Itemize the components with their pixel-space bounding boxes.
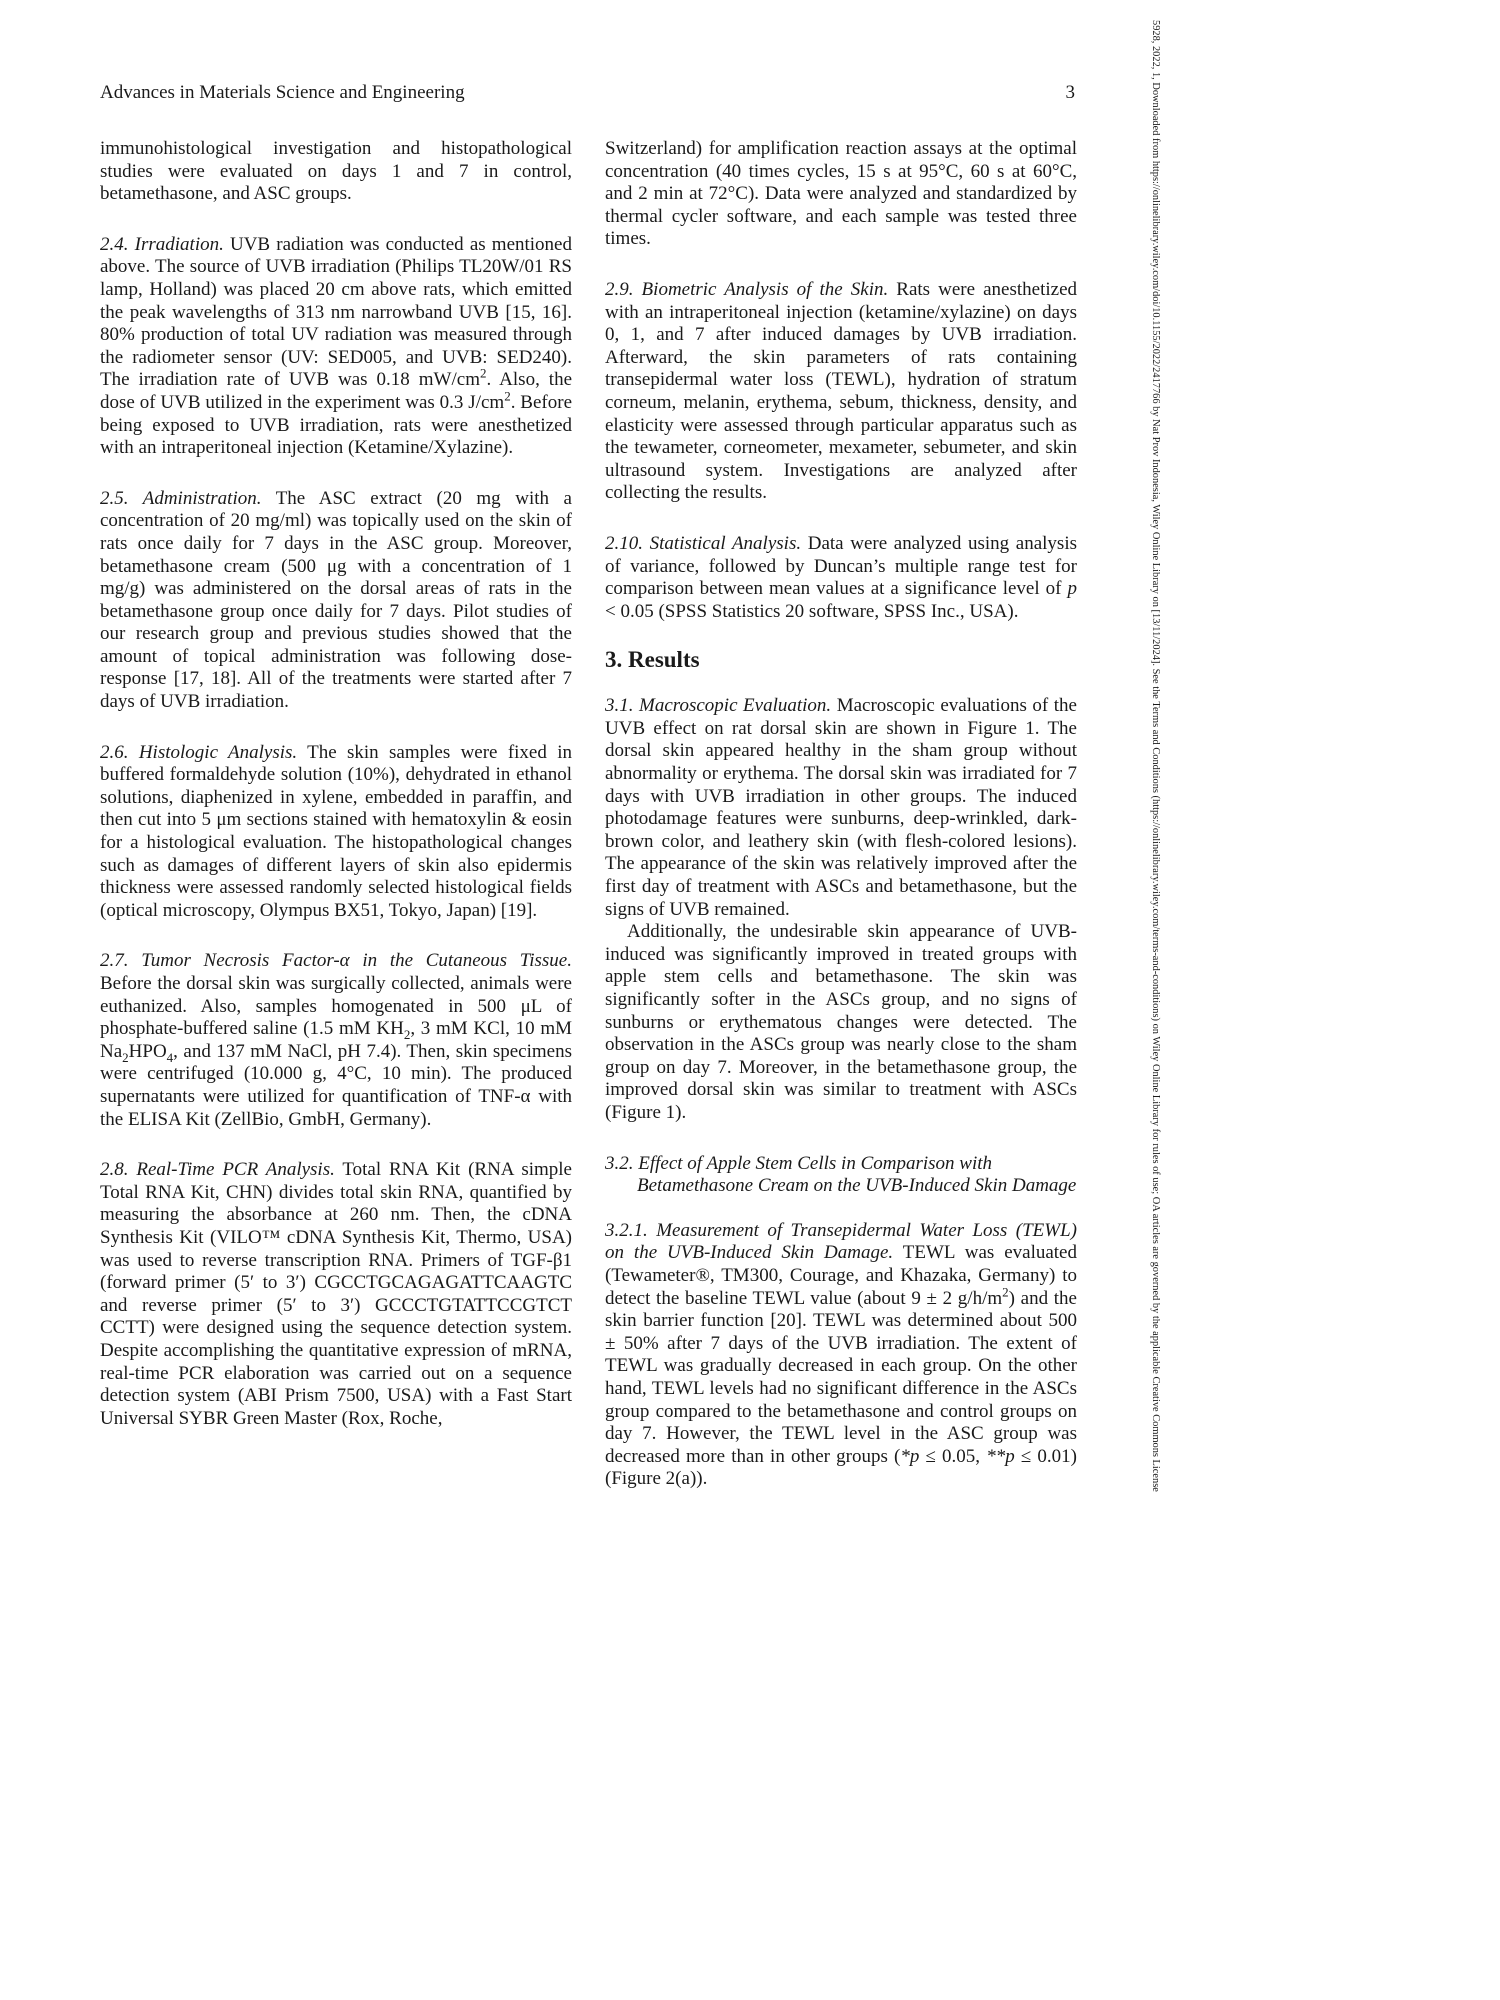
section-2-4: 2.4. Irradiation. UVB radiation was conducted as mentioned above. The source of UVB irradiation (Philips TL20W/01 RS lamp, Holland) was placed 20 cm above rats, which emitted the peak wavelengths of 313 nm narrowband UVB [15, 16]. 80% production of total UV radiation was measured through the radiometer sensor (UV: SED005, and UVB: SED240). The irradiation rate of UVB was 0.18 $mW/cm^2$. Also, the dose of UVB utilized in the experiment was 0.3 $J/cm^2$. Before being exposed to UVB irradiation, rats were anesthetized with an intraperitoneal injection (Ketamine/Xylazine). [100, 233, 573, 459]
section-2-6: 2.6. Histologic Analysis. The skin samples were fixed in buffered formaldehyde solution (10%), dehydrated in ethanol solutions, diaphenized in xylene, embedded in paraffin, and then cut into 5 μm sections stained with hematoxylin & eosin for a histological evaluation. The histopathological changes such as damages of different layers of skin also epidermis thickness were assessed randomly selected histological fields (optical microscopy, Olympus BX51, Tokyo, Japan) [19]. [100, 741, 572, 921]
left-column [100, 138, 572, 1430]
section-3-2-1: 3.2.1. Measurement of Transepidermal Water Loss (TEWL) on the UVB-Induced Skin Damage. TEWL was evaluated (Tewameter®, TM300, Courage, and Khazaka, Germany) to detect the baseline TEWL value (about 9 ± 2 $g/h/m^2$) and the skin barrier function [20]. TEWL was determined about 500 ± 50% after 7 days of the UVB irradiation. The extent of TEWL was gradually decreased in each group. On the other hand, TEWL levels had no significant difference in the ASCs group compared to the betamethasone and control groups on day 7. However, the TEWL level in the ASC group was decreased more than in other groups (*p ≤ 0.05, **p ≤ 0.01) (Figure 2(a)). [605, 1219, 1077, 1490]
section-heading: 2.8. Real-Time PCR Analysis. [100, 1159, 335, 1181]
section-heading: 2.6. Histologic Analysis. [100, 741, 298, 763]
section-heading: 2.9. Biometric Analysis of the Skin. [605, 278, 889, 300]
section-2-8: 2.8. Real-Time PCR Analysis. Total RNA Kit (RNA simple Total RNA Kit, CHN) divides total skin RNA, quantified by measuring the absorbance at 260 nm. Then, the cDNA Synthesis Kit (VILO™ cDNA Synthesis Kit, Thermo, USA) was used to reverse transcription RNA. Primers of TGF-β1 (forward primer (5′ to 3′) CGCCTGCAGAGATTCAAGTC and reverse primer (5′ to 3′) GCCCTGTATTCCGTCT CCTT) were designed using the sequence detection system. Despite accomplishing the quantitative expression of mRNA, real-time PCR elaboration was carried out on a sequence detection system (ABI Prism 7500, USA) with a Fast Start Universal SYBR Green Master (Rox, Roche, [100, 1159, 572, 1429]
section-heading: 2.4. Irradiation. [100, 233, 224, 255]
paragraph: Switzerland) for amplification reaction assays at the optimal concentration (40 times cycles, 15 s at 95°C, 60 s at 60°C, and 2 min at 72°C). Data were analyzed and standardized by thermal cycler software, and each sample was tested three times. [605, 138, 1077, 250]
section-heading: 3.2.1. Measurement of Transepidermal Water Loss (TEWL) on the UVB-Induced Skin Damage. [605, 1219, 1077, 1264]
journal-title: Advances in Materials Science and Engineering [100, 82, 465, 103]
section-2-9: 2.9. Biometric Analysis of the Skin. Rats were anesthetized with an intraperitoneal injection (ketamine/xylazine) on days 0, 1, and 7 after induced damages by UVB irradiation. Afterward, the skin parameters of rats containing transepidermal water loss (TEWL), hydration of stratum corneum, melanin, erythema, sebum, thickness, density, and elasticity were assessed through particular apparatus such as the tewameter, corneometer, mexameter, sebumeter, and skin ultrasound system. Investigations are analyzed after collecting the results. [605, 278, 1078, 504]
results-heading: 3. Results [605, 647, 700, 673]
page-number: 3 [1065, 82, 1075, 103]
section-heading: 3.1. Macroscopic Evaluation. [605, 695, 832, 717]
download-notice [1145, 20, 1165, 1980]
section-2-7: 2.7. Tumor Necrosis Factor-α in the Cutaneous Tissue. Before the dorsal skin was surgically collected, animals were euthanized. Also, samples homogenated in 500 μL of phosphate-buffered saline (1.5 mM $KH_2$, 3 mM KCl, 10 mM $Na_2HPO_4$, and 137 mM NaCl, pH 7.4). Then, skin specimens were centrifuged (10.000 g, 4°C, 10 min). The produced supernatants were utilized for quantification of TNF-α with the ELISA Kit (ZellBio, GmbH, Germany). [100, 950, 572, 1130]
section-3-2-heading: 3.2. Effect of Apple Stem Cells in Comparison with Betamethasone Cream on the UVB-Induced Skin Damage [605, 1152, 1077, 1197]
section-heading: 2.10. Statistical Analysis. [605, 532, 802, 554]
paragraph: immunohistological investigation and histopathological studies were evaluated on days 1 and 7 in control, betamethasone, and ASC groups. [100, 138, 572, 205]
download-notice-text: 5928, 2022, 1, Downloaded from https://onlinelibrary.wiley.com/doi/10.1155/2022/2417766 by Nat Prov Indonesia, Wiley Online Library on [13/11/2024]. See the Terms and Conditions (https://onlinelibrary.wiley.com/terms-and-conditions) on Wiley Online Library for rules of use; OA articles are governed by the applicable Creative Commons License [1150, 20, 1161, 1492]
section-heading: 2.7. Tumor Necrosis Factor-α in the Cutaneous Tissue. [100, 950, 572, 972]
section-2-10: 2.10. Statistical Analysis. Data were analyzed using analysis of variance, followed by Duncan’s multiple range test for comparison between mean values at a significance level of p < 0.05 (SPSS Statistics 20 software, SPSS Inc., USA). [605, 532, 1077, 622]
running-head [100, 82, 1075, 104]
section-heading: 2.5. Administration. [100, 487, 262, 509]
paragraph: Additionally, the undesirable skin appearance of UVB-induced was significantly improved in treated groups with apple stem cells and betamethasone. The skin was significantly softer in the ASCs group, and no signs of sunburns or erythematous changes were detected. The observation in the ASCs group was nearly close to the sham group on day 7. Moreover, in the betamethasone group, the improved dorsal skin was similar to treatment with ASCs (Figure 1). [605, 921, 1077, 1123]
section-3-1: 3.1. Macroscopic Evaluation. Macroscopic evaluations of the UVB effect on rat dorsal skin are shown in Figure 1. The dorsal skin appeared healthy in the sham group without abnormality or erythema. The dorsal skin was irradiated for 7 days with UVB irradiation in other groups. The induced photodamage features were sunburns, deep-wrinkled, dark-brown color, and leathery skin (with flesh-colored lesions). The appearance of the skin was relatively improved after the first day of treatment with ASCs and betamethasone, but the signs of UVB remained. [605, 695, 1077, 920]
section-2-5: 2.5. Administration. The ASC extract (20 mg with a concentration of 20 mg/ml) was topically used on the skin of rats once daily for 7 days in the ASC group. Moreover, betamethasone cream (500 μg with a concentration of 1 mg/g) was administered on the dorsal areas of rats in the betamethasone group once daily for 7 days. Pilot studies of our research group and previous studies showed that the amount of topical administration was following dose-response [17, 18]. All of the treatments were started after 7 days of UVB irradiation. [100, 487, 572, 713]
right-column [605, 138, 1077, 1491]
